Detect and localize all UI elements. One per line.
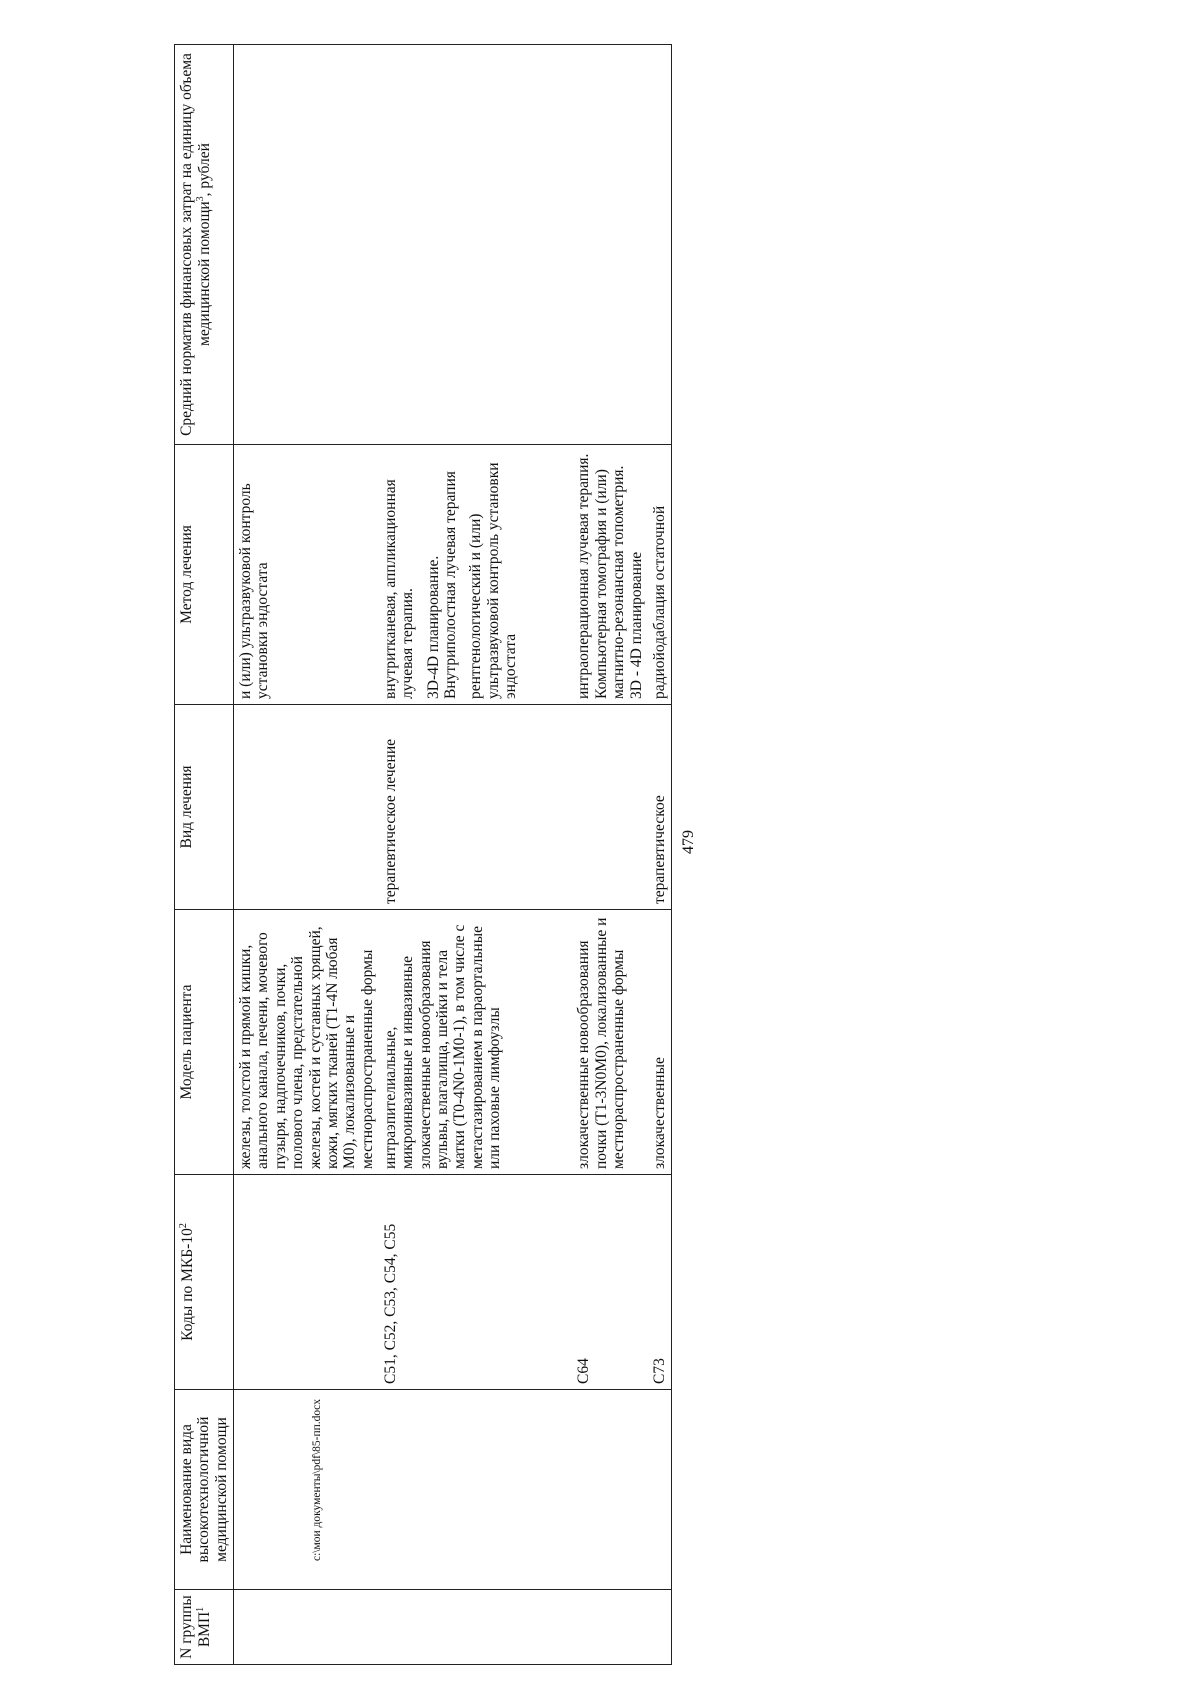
rotated-table-container (174, 45, 1200, 1665)
header-group: N группы ВМП$^1$ (175, 1590, 234, 1665)
cell-name (572, 1390, 647, 1590)
header-model: Модель пациента (175, 910, 234, 1175)
cell-codes: C73 (648, 1175, 672, 1390)
cell-codes: C64 (572, 1175, 647, 1390)
cell-group (234, 1590, 379, 1665)
header-codes: Коды по МКБ-$10^2$ (175, 1175, 234, 1390)
method-paragraph: внутритканевая, аппликационная лучевая терапия. (381, 479, 417, 699)
header-cost: Средний норматив финансовых затрат на единицу объема медицинской помощи$^3$, рублей (175, 45, 234, 445)
header-method: Метод лечения (175, 445, 234, 705)
cell-model: интраэпителиальные, микроинвазивные и инвазивные злокачественные новообразования вульвы, влагалища, шейки и тела матки (T0-4N0-1M0-1), в том числе с метастазированием в параортальные или паховые лимфоузлы (379, 910, 573, 1175)
table-row (572, 45, 647, 1665)
cell-treatment-type (572, 705, 647, 910)
cell-cost (572, 45, 647, 445)
cell-codes (234, 1175, 379, 1390)
cell-cost (379, 45, 573, 445)
table-row (379, 45, 573, 1665)
vmp-table (174, 44, 672, 1665)
cell-method: радиойодаблация остаточной (648, 445, 672, 705)
cell-name (648, 1390, 672, 1590)
page-number: 479 (680, 830, 697, 854)
cell-treatment-type (234, 705, 379, 910)
cell-method (379, 445, 573, 705)
footer-file-path: c:\мои документы\pdf\85-пп.docx (311, 1398, 323, 1562)
cell-cost (234, 45, 379, 445)
cell-cost (648, 45, 672, 445)
cell-model: железы, толстой и прямой кишки, анального канала, печени, мочевого пузыря, надпочечников, почки, полового члена, предстательной железы, костей и суставных хрящей, кожи, мягких тканей (T1-4N любая M0), локализованные и местнораспространенные формы (234, 910, 379, 1175)
cell-method: интраоперационная лучевая терапия. Компьютерная томография и (или) магнитно-резонансная топометрия. 3D - 4D планирование (572, 445, 647, 705)
cell-treatment-type: терапевтическое лечение (379, 705, 573, 910)
cell-name (379, 1390, 573, 1590)
cell-treatment-type: терапевтическое (648, 705, 672, 910)
cell-model: злокачественные новообразования почки (T1-3N0M0), локализованные и местнораспространенные формы (572, 910, 647, 1175)
cell-name (234, 1390, 379, 1590)
header-treatment-type: Вид лечения (175, 705, 234, 910)
cell-group (379, 1590, 573, 1665)
header-name: Наименование вида высокотехнологичной медицинской помощи (175, 1390, 234, 1590)
cell-model: злокачественные (648, 910, 672, 1175)
table-header-row (175, 45, 234, 1665)
table-row (648, 45, 672, 1665)
cell-group (572, 1590, 647, 1665)
cell-codes: C51, C52, C53, C54, C55 (379, 1175, 573, 1390)
table-row (234, 45, 379, 1665)
method-paragraph: 3D-4D планирование. Внутриполостная лучевая терапия (424, 471, 460, 699)
cell-method: и (или) ультразвуковой контроль установки эндостата (234, 445, 379, 705)
method-paragraph: рентгенологический и (или) ультразвуковой контроль установки эндостата (467, 462, 520, 699)
cell-group (648, 1590, 672, 1665)
